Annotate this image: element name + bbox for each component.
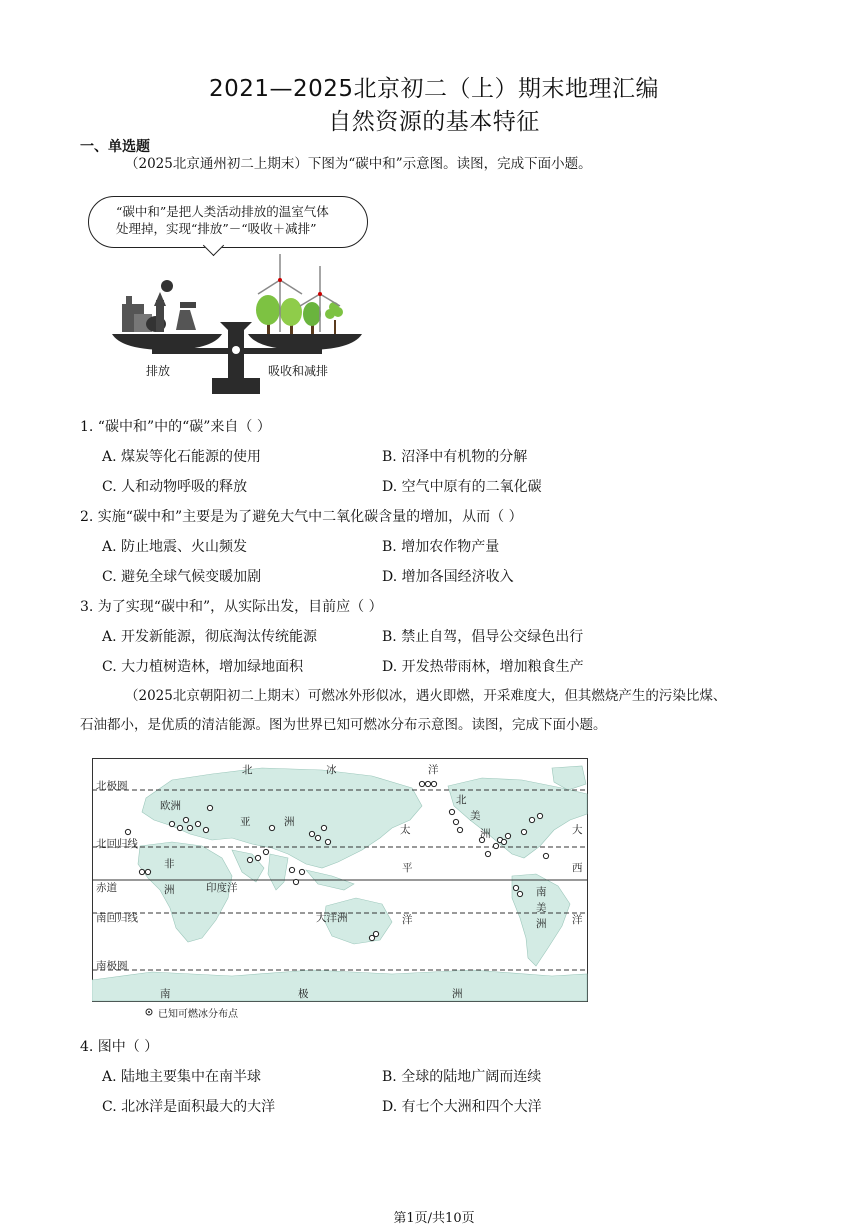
label-africa-1: 非 [164,858,175,870]
question-3-option-a: A. 开发新能源，彻底淘汰传统能源 [102,629,318,645]
factory-icon [122,280,196,332]
passage-1: （2025北京通州初二上期末）下图为“碳中和”示意图。读图，完成下面小题。 [125,156,592,172]
question-3-option-c: C. 大力植树造林，增加绿地面积 [102,659,304,675]
world-map [92,758,588,1002]
trees-icon [256,295,343,334]
question-2-option-c: C. 避免全球气候变暖加剧 [102,569,262,585]
question-2-option-a: A. 防止地震、火山频发 [102,539,248,555]
question-1-option-d: D. 空气中原有的二氧化碳 [382,479,542,495]
question-1-stem: 1. “碳中和”中的“碳”来自（ ） [80,419,271,435]
label-namerica-3: 洲 [480,828,491,840]
question-4-option-a: A. 陆地主要集中在南半球 [102,1069,262,1085]
question-3-option-b: B. 禁止自驾，倡导公交绿色出行 [382,629,584,645]
question-3-option-d: D. 开发热带雨林，增加粮食生产 [382,659,584,675]
label-oceania: 大洋洲 [316,912,348,924]
label-asia-2: 洲 [284,816,295,828]
label-samerica-3: 洲 [536,918,547,930]
passage-2-line-2: 石油都小，是优质的清洁能源。图为世界已知可燃冰分布示意图。读图，完成下面小题。 [80,717,607,733]
label-atlantic-1: 大 [572,824,583,836]
label-absorption: 吸收和减排 [268,364,329,378]
question-4-option-b: B. 全球的陆地广阔而连续 [382,1069,542,1085]
question-4-stem: 4. 图中（ ） [80,1039,159,1055]
question-1-option-a: A. 煤炭等化石能源的使用 [102,449,262,465]
label-atlantic-2: 西 [572,862,583,874]
bubble-text-1: “碳中和”是把人类活动排放的温室气体 [116,204,329,219]
label-antarctica-2: 极 [298,988,309,1000]
label-namerica-2: 美 [470,810,481,822]
label-pacific-3: 洋 [402,914,413,926]
question-2-stem: 2. 实施“碳中和”主要是为了避免大气中二氧化碳含量的增加，从而（ ） [80,509,523,525]
label-arctic-ocean-3: 洋 [428,764,439,776]
label-atlantic-3: 洋 [572,914,583,926]
question-3-stem: 3. 为了实现“碳中和”，从实际出发，目前应（ ） [80,599,383,615]
label-namerica-1: 北 [456,794,467,806]
label-arctic-ocean-1: 北 [242,764,253,776]
section-heading: 一、单选题 [80,139,150,155]
question-1-option-c: C. 人和动物呼吸的释放 [102,479,248,495]
label-pacific-2: 平 [402,862,413,874]
question-2-option-d: D. 增加各国经济收入 [382,569,514,585]
label-equator: 赤道 [96,882,117,894]
legend-marker-icon [144,1007,154,1017]
question-1-option-b: B. 沼泽中有机物的分解 [382,449,528,465]
page-title: 2021—2025北京初二（上）期末地理汇编 [208,76,660,102]
question-2-option-b: B. 增加农作物产量 [382,539,500,555]
label-pacific-1: 太 [400,824,411,836]
page-subtitle: 自然资源的基本特征 [328,109,540,135]
label-tropic-of-cancer: 北回归线 [96,838,138,850]
page-number: 第1页/共10页 [393,1211,475,1226]
label-emission: 排放 [146,364,171,378]
label-arctic-ocean-2: 冰 [326,764,337,776]
legend-label: 已知可燃冰分布点 [158,1009,238,1020]
label-samerica-1: 南 [536,886,547,898]
label-antarctica-1: 南 [160,988,171,1000]
label-antarctic-circle: 南极圈 [96,960,128,972]
label-africa-2: 洲 [164,884,175,896]
passage-2-line-1: （2025北京朝阳初二上期末）可燃冰外形似冰，遇火即燃，开采难度大，但其燃烧产生的污染比煤、 [125,688,727,704]
label-asia-1: 亚 [240,816,251,828]
question-4-option-d: D. 有七个大洲和四个大洋 [382,1099,542,1115]
bubble-text-2: 处理掉，实现“排放”－“吸收＋减排” [116,221,317,236]
label-arctic-circle: 北极圈 [96,780,128,792]
question-4-option-c: C. 北冰洋是面积最大的大洋 [102,1099,276,1115]
label-tropic-of-capricorn: 南回归线 [96,912,138,924]
label-indian-ocean: 印度洋 [206,882,238,894]
label-samerica-2: 美 [536,902,547,914]
label-antarctica-3: 洲 [452,988,463,1000]
label-europe: 欧洲 [160,800,181,812]
